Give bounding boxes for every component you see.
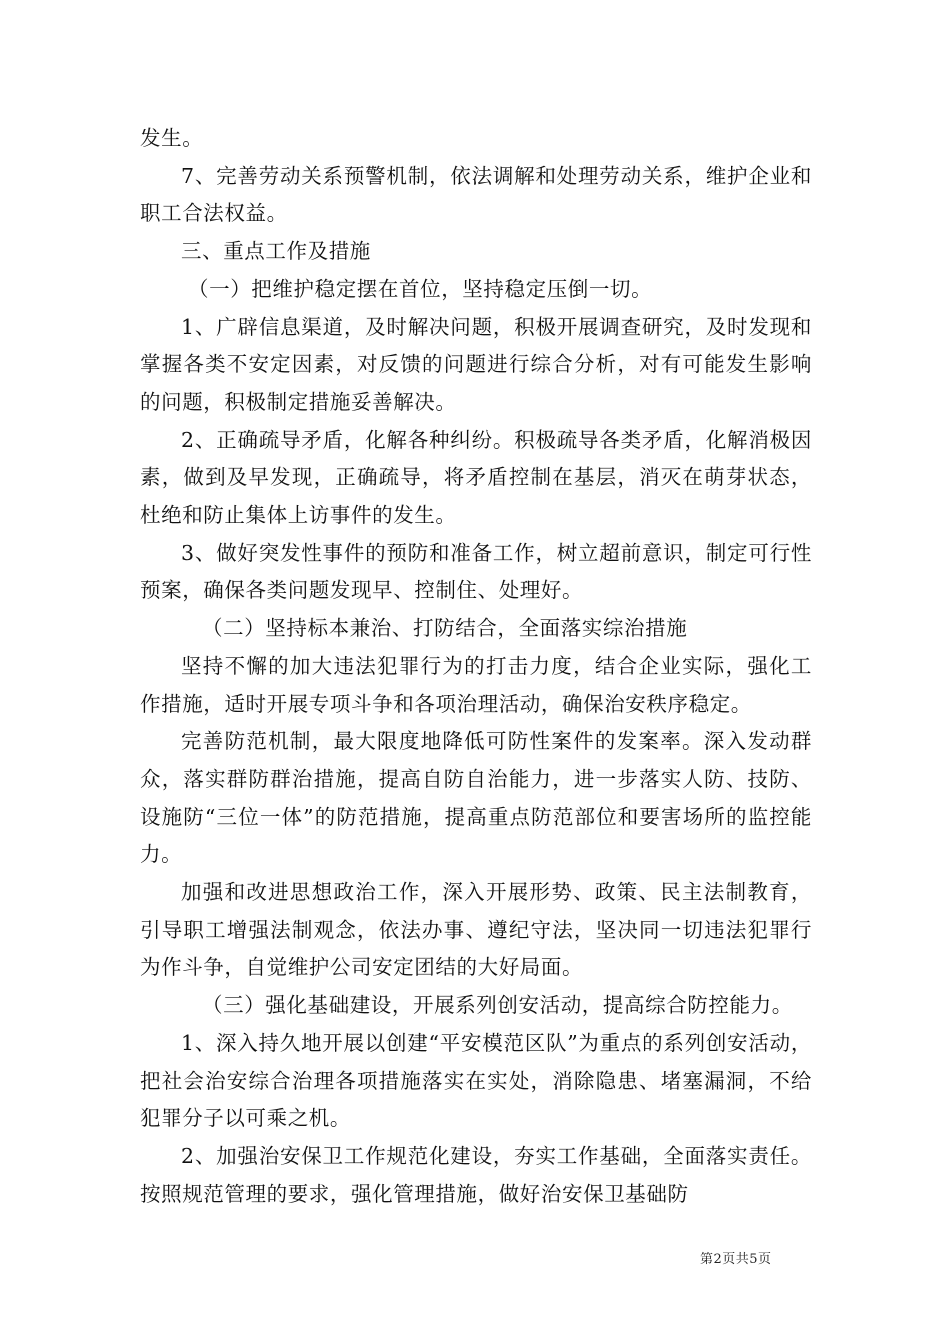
subsection-heading-3: （三）强化基础建设，开展系列创安活动，提高综合防控能力。 xyxy=(202,993,793,1018)
paragraph-1: 发生。 xyxy=(140,126,204,150)
paragraph-10: 完善防范机制，最大限度地降低可防性案件的发案率。深入发动群众，落实群防群治措施，提高自防自治能力，进一步落实人防、技防、设施防“三位一体”的防范措施，提高重点防范部位和要害场所的监控能力。 xyxy=(140,729,812,867)
subsection-heading-2: （二）坚持标本兼治、打防结合，全面落实综治措施 xyxy=(202,616,688,641)
page-number-footer: 第2页共5页 xyxy=(700,1252,772,1267)
paragraph-6: 2、正确疏导矛盾，化解各种纠纷。积极疏导各类矛盾，化解消极因素，做到及早发现，正确疏导，将矛盾控制在基层，消灭在萌芽状态，杜绝和防止集体上访事件的发生。 xyxy=(140,427,812,528)
section-heading: 三、重点工作及措施 xyxy=(181,239,371,264)
paragraph-11: 加强和改进思想政治工作，深入开展形势、政策、民主法制教育，引导职工增强法制观念，依法办事、遵纪守法，坚决同一切违法犯罪行为作斗争，自觉维护公司安定团结的大好局面。 xyxy=(140,880,812,980)
document-body xyxy=(140,120,812,1213)
paragraph-14: 2、加强治安保卫工作规范化建设，夯实工作基础，全面落实责任。按照规范管理的要求，强化管理措施，做好治安保卫基础防 xyxy=(140,1143,812,1206)
paragraph-13: 1、深入持久地开展以创建“平安模范区队”为重点的系列创安活动，把社会治安综合治理各项措施落实在实处，消除隐患、堵塞漏洞，不给犯罪分子以可乘之机。 xyxy=(140,1030,812,1131)
paragraph-5: 1、广辟信息渠道，及时解决问题，积极开展调查研究，及时发现和掌握各类不安定因素，对反馈的问题进行综合分析，对有可能发生影响的问题，积极制定措施妥善解决。 xyxy=(140,314,812,414)
paragraph-7: 3、做好突发性事件的预防和准备工作，树立超前意识，制定可行性预案，确保各类问题发现早、控制住、处理好。 xyxy=(140,540,812,603)
paragraph-9: 坚持不懈的加大违法犯罪行为的打击力度，结合企业实际，强化工作措施，适时开展专项斗争和各项治理活动，确保治安秩序稳定。 xyxy=(140,653,812,716)
subsection-heading-1: （一）把维护稳定摆在首位，坚持稳定压倒一切。 xyxy=(188,276,653,301)
paragraph-2: 7、完善劳动关系预警机制，依法调解和处理劳动关系，维护企业和职工合法权益。 xyxy=(140,163,812,226)
